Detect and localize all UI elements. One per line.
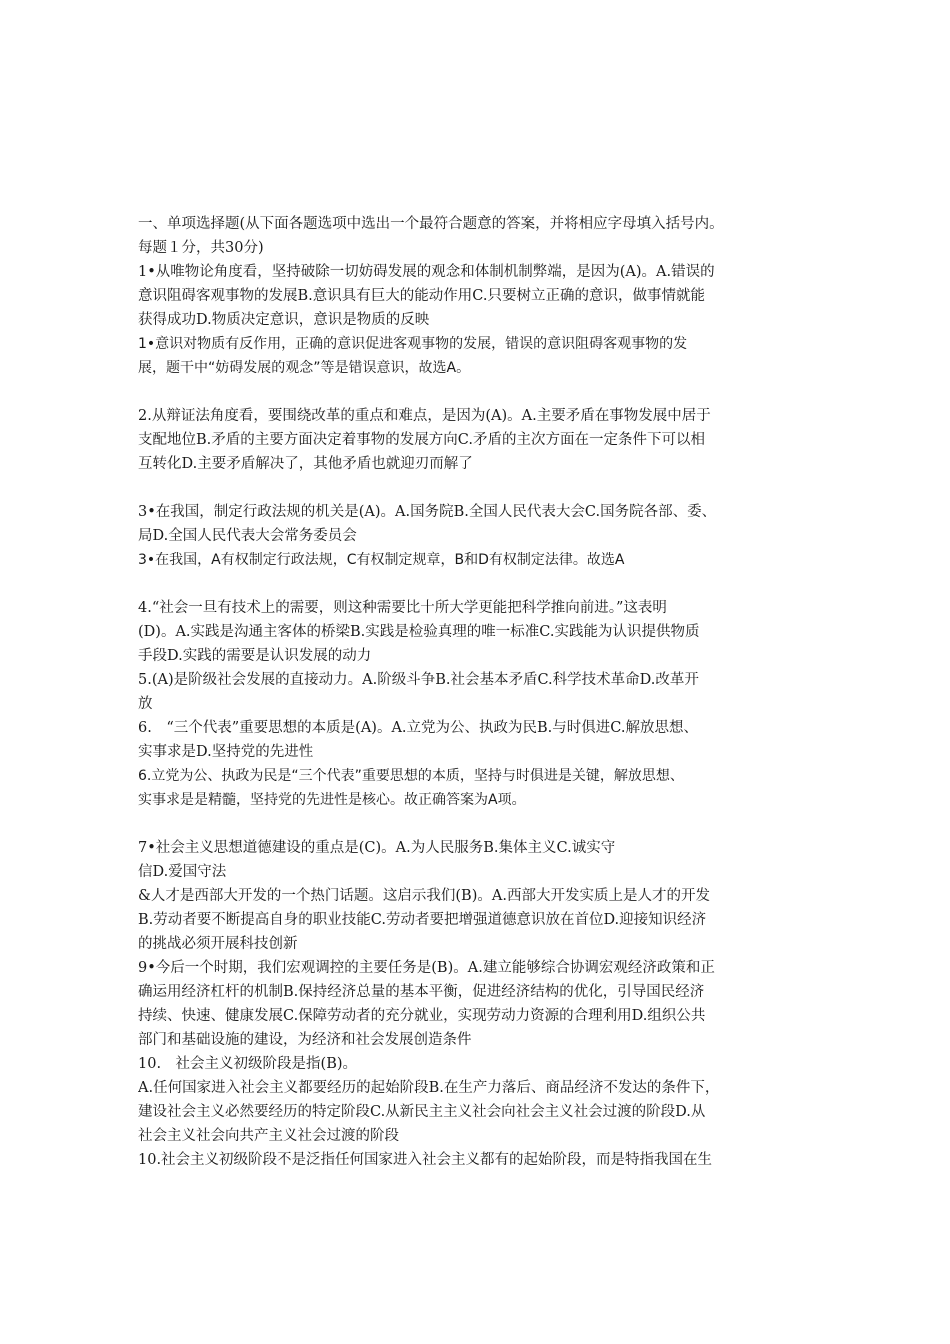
question-7: [138, 836, 828, 884]
question-4: [138, 596, 828, 668]
text-line: 9•今后一个时期，我们宏观调控的主要任务是(B)。A.建立能够综合协调宏观经济政策和正: [138, 960, 715, 976]
spacer: [138, 572, 828, 596]
text-line: (D)。A.实践是沟通主客体的桥梁B.实践是检验真理的唯一标准C.实践能为认识提供物质: [138, 624, 700, 640]
text-line: 确运用经济杠杆的机制B.保持经济总量的基本平衡，促进经济结构的优化，引导国民经济: [138, 984, 705, 1000]
question-2: [138, 404, 828, 476]
spacer: [138, 812, 828, 836]
text-line: &人才是西部大开发的一个热门话题。这启示我们(B)。A.西部大开发实质上是人才的开发: [138, 888, 710, 904]
text-line: 7•社会主义思想道德建设的重点是(C)。A.为人民服务B.集体主义C.诚实守: [138, 840, 616, 856]
text-line: 获得成功D.物质决定意识，意识是物质的反映: [138, 312, 430, 328]
text-line: 社会主义社会向共产主义社会过渡的阶段: [138, 1128, 399, 1144]
text-line: 信D.爱国守法: [138, 864, 227, 880]
text-line: 10.社会主义初级阶段不是泛指任何国家进入社会主义都有的起始阶段，而是特指我国在生: [138, 1152, 713, 1168]
text-line: 持续、快速、健康发展C.保障劳动者的充分就业，实现劳动力资源的合理利用D.组织公共: [138, 1008, 706, 1024]
question-6: [138, 716, 828, 764]
answer-10: [138, 1148, 828, 1172]
text-line: 展，题干中“妨碍发展的观念”等是错误意识，故选A。: [138, 360, 471, 376]
text-line: 放: [138, 696, 153, 712]
question-3: [138, 500, 828, 548]
answer-1: [138, 332, 828, 380]
text-line: 6. “三个代表”重要思想的本质是(A)。A.立党为公、执政为民B.与时俱进C.解放思想、: [138, 720, 698, 736]
text-line: 部门和基础设施的建设，为经济和社会发展创造条件: [138, 1032, 472, 1048]
text-line: A.任何国家进入社会主义都要经历的起始阶段B.在生产力落后、商品经济不发达的条件下，: [138, 1080, 720, 1096]
text-line: 实事求是是精髓，坚持党的先进性是核心。故正确答案为A项。: [138, 792, 526, 808]
text-line: 实事求是D.坚持党的先进性: [138, 744, 314, 760]
spacer: [138, 476, 828, 500]
section-header: [138, 212, 828, 260]
text-line: 3•在我国，A有权制定行政法规，C有权制定规章，B和D有权制定法律。故选A: [138, 552, 625, 568]
text-line: 6.立党为公、执政为民是“三个代表”重要思想的本质，坚持与时俱进是关键，解放思想、: [138, 768, 684, 784]
document-page: [138, 212, 828, 1172]
text-line: 5.(A)是阶级社会发展的直接动力。A.阶级斗争B.社会基本矛盾C.科学技术革命D.改革开: [138, 672, 699, 688]
text-line: 每题１分，共30分): [138, 240, 264, 256]
text-line: 3•在我国，制定行政法规的机关是(A)。A.国务院B.全国人民代表大会C.国务院各部、委、: [138, 504, 717, 520]
text-line: 1•意识对物质有反作用，正确的意识促进客观事物的发展，错误的意识阻碍客观事物的发: [138, 336, 688, 352]
text-line: 10. 社会主义初级阶段是指(B)。: [138, 1056, 358, 1072]
answer-6: [138, 764, 828, 812]
question-10: [138, 1052, 828, 1148]
text-line: B.劳动者要不断提高自身的职业技能C.劳动者要把增强道德意识放在首位D.迎接知识经济: [138, 912, 707, 928]
text-line: 支配地位B.矛盾的主要方面决定着事物的发展方向C.矛盾的主次方面在一定条件下可以相: [138, 432, 705, 448]
text-line: 意识阻碍客观事物的发展B.意识具有巨大的能动作用C.只要树立正确的意识，做事情就能: [138, 288, 705, 304]
text-line: 局D.全国人民代表大会常务委员会: [138, 528, 357, 544]
answer-3: [138, 548, 828, 572]
spacer: [138, 380, 828, 404]
question-8: [138, 884, 828, 956]
text-line: 互转化D.主要矛盾解决了，其他矛盾也就迎刃而解了: [138, 456, 473, 472]
text-line: 4.“社会一旦有技术上的需要，则这种需要比十所大学更能把科学推向前进。”这表明: [138, 600, 667, 616]
question-1: [138, 260, 828, 332]
text-line: 2.从辩证法角度看，要围绕改革的重点和难点，是因为(A)。A.主要矛盾在事物发展中居于: [138, 408, 711, 424]
text-line: 建设社会主义必然要经历的特定阶段C.从新民主主义社会向社会主义社会过渡的阶段D.从: [138, 1104, 706, 1120]
text-line: 1•从唯物论角度看，坚持破除一切妨碍发展的观念和体制机制弊端，是因为(A)。A.错误的: [138, 264, 715, 280]
text-line: 一、单项选择题(从下面各题选项中选出一个最符合题意的答案，并将相应字母填入括号内。: [138, 216, 724, 232]
question-5: [138, 668, 828, 716]
question-9: [138, 956, 828, 1052]
text-line: 手段D.实践的需要是认识发展的动力: [138, 648, 372, 664]
text-line: 的挑战必须开展科技创新: [138, 936, 298, 952]
